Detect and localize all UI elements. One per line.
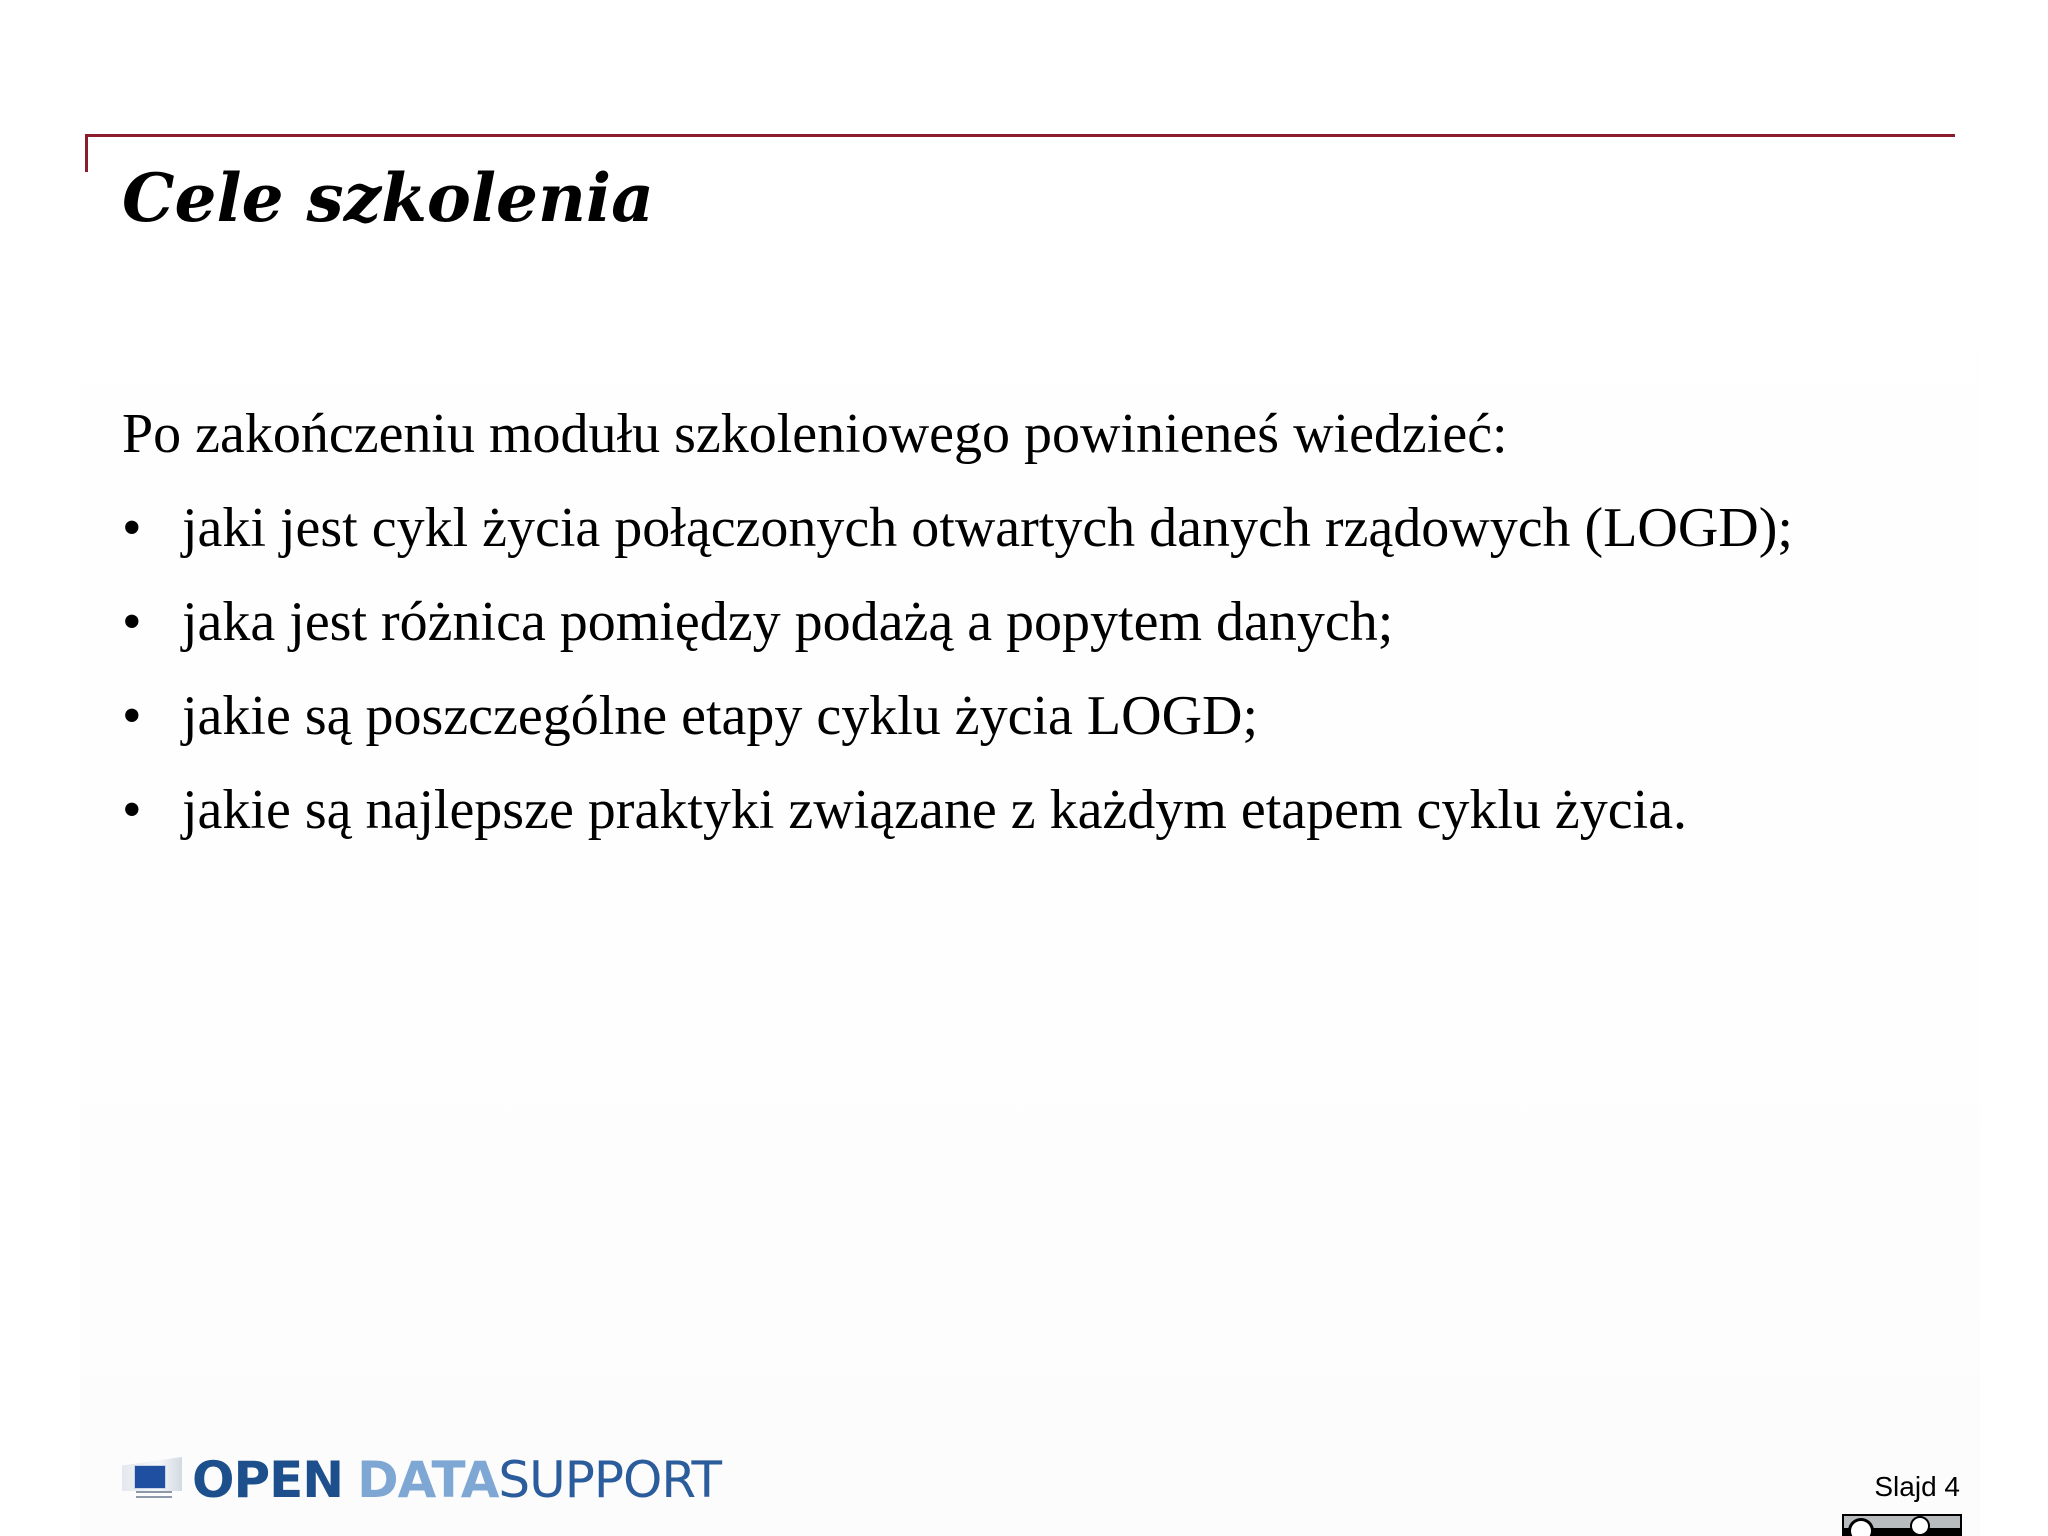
title-rule-tick	[85, 134, 88, 172]
list-item-text: jakie są najlepsze praktyki związane z każdym etapem cyklu życia.	[182, 779, 1688, 841]
list-item	[122, 682, 1922, 750]
cc-by-icon	[1842, 1514, 1962, 1536]
list-item	[122, 776, 1922, 844]
list-item	[122, 588, 1922, 656]
logo-word-open: OPEN	[192, 1451, 344, 1509]
european-commission-emblem-icon	[122, 1457, 182, 1503]
ec-label-lines	[136, 1491, 172, 1493]
by-attribution-icon	[1910, 1516, 1930, 1536]
slide-content	[122, 400, 1922, 844]
bullet-icon: •	[122, 497, 142, 559]
open-data-support-logo	[122, 1450, 721, 1510]
list-item-text: jaka jest różnica pomiędzy podażą a popytem danych;	[182, 591, 1394, 653]
bullet-icon: •	[122, 779, 142, 841]
eu-flag-icon	[134, 1465, 166, 1489]
logo-word-data: DATA	[357, 1451, 499, 1509]
list-item-text: jaki jest cykl życia połączonych otwartych danych rządowych (LOGD);	[182, 497, 1793, 559]
logo-word-support: SUPPORT	[498, 1451, 722, 1509]
slide-title: Cele szkolenia	[122, 159, 654, 237]
bullet-icon: •	[122, 685, 142, 747]
list-item-text: jakie są poszczególne etapy cyklu życia LOGD;	[182, 685, 1259, 747]
list-item	[122, 494, 1822, 562]
cc-icon	[1848, 1518, 1874, 1536]
intro-text: Po zakończeniu modułu szkoleniowego powinieneś wiedzieć:	[122, 403, 1508, 465]
objectives-list	[122, 494, 1922, 844]
bullet-icon: •	[122, 591, 142, 653]
slide-number: Slajd 4	[1874, 1471, 1960, 1502]
title-rule	[85, 134, 1955, 137]
